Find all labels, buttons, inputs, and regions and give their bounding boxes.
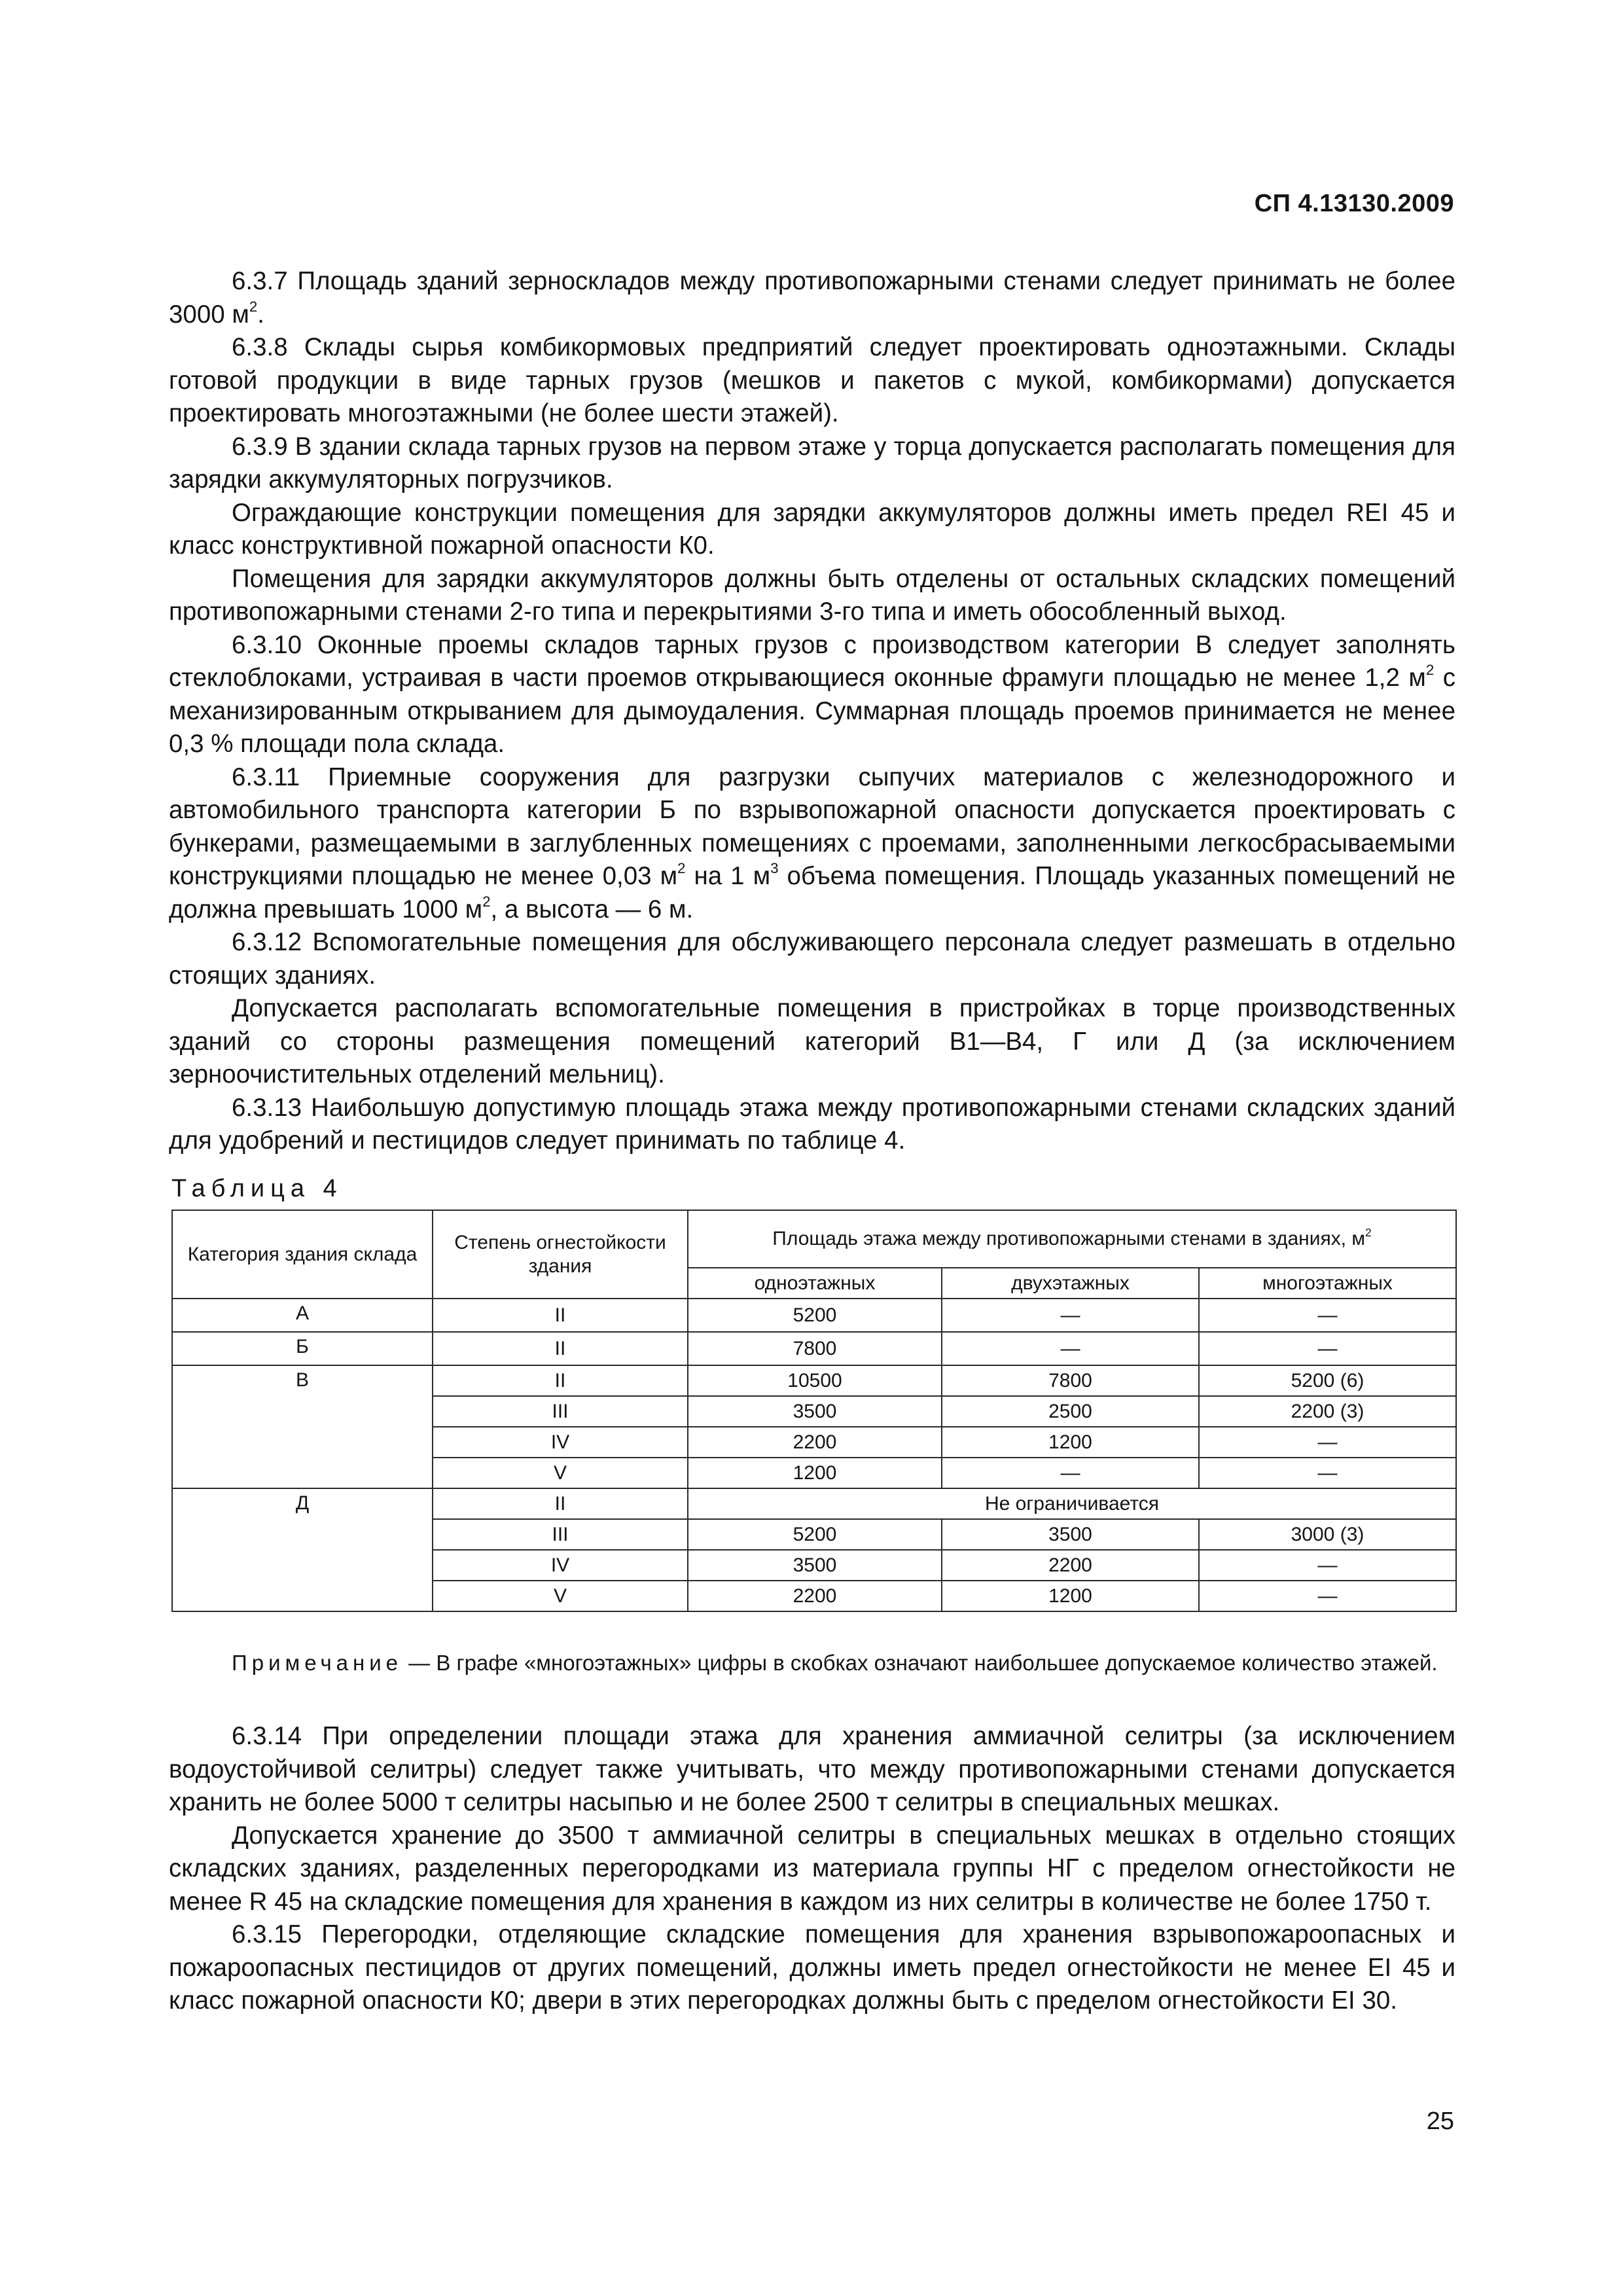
cell-degree: II	[433, 1332, 688, 1365]
table-row	[172, 1488, 1456, 1519]
cell-two-storey: —	[942, 1332, 1199, 1365]
cell-degree: III	[433, 1396, 688, 1427]
table-caption: Таблица 4	[171, 1175, 343, 1202]
cell-multi-storey: —	[1199, 1332, 1456, 1365]
table-row	[172, 1332, 1456, 1365]
header-floor-area: Площадь этажа между противопожарными стенами в зданиях, $м^2$	[688, 1210, 1456, 1268]
cell-one-storey: 2200	[688, 1427, 942, 1458]
cell-category: Д	[172, 1488, 433, 1611]
cell-two-storey: 7800	[942, 1365, 1199, 1396]
cell-one-storey: 2200	[688, 1581, 942, 1611]
header-category: Категория здания склада	[172, 1210, 433, 1299]
cell-degree: IV	[433, 1427, 688, 1458]
cell-degree: II	[433, 1365, 688, 1396]
cell-not-limited: Не ограничивается	[688, 1488, 1456, 1519]
note-text: — В графе «многоэтажных» цифры в скобках означают наибольшее допускаемое количество этажей.	[402, 1651, 1438, 1675]
paragraph-ammonium-nitrate: Допускается хранение до 3500 т аммиачной селитры в специальных мешках в отдельно стоящих складских зданиях, разделенных перегородками из материала группы НГ с пределом огнестойкости не менее R 45 на складские помещения для хранения в каждом из них селитры в количестве не более 1750 т.	[169, 1821, 1455, 1916]
paragraph-6-3-8: 6.3.8 Склады сырья комбикормовых предприятий следует проектировать одноэтажными. Склады готовой продукции в виде тарных грузов (мешков и пакетов с мукой, комбикормами) допускается проектировать многоэтажными (не более шести этажей).	[169, 333, 1455, 427]
cell-degree: IV	[433, 1550, 688, 1581]
table-note	[169, 1648, 1455, 1678]
cell-degree: II	[433, 1299, 688, 1332]
paragraph-6-3-7: 6.3.7 Площадь зданий зерноскладов между противопожарными стенами следует принимать не более 3000 $м^2$.	[169, 267, 1455, 329]
cell-category: А	[172, 1299, 433, 1332]
cell-two-storey: —	[942, 1458, 1199, 1488]
cell-two-storey: 1200	[942, 1581, 1199, 1611]
cell-multi-storey: 2200 (3)	[1199, 1396, 1456, 1427]
table-row	[172, 1365, 1456, 1396]
paragraph-6-3-10: 6.3.10 Оконные проемы складов тарных грузов с производством категории В следует заполнять стеклоблоками, устраивая в части проемов открывающиеся оконные фрамуги площадью не менее 1,2 $м^2$ с механизированным открыванием для дымоудаления. Суммарная площадь проемов принимается не менее 0,3 % площади пола склада.	[169, 630, 1455, 758]
floor-area-table	[171, 1210, 1457, 1612]
paragraph-battery-rooms: Помещения для зарядки аккумуляторов должны быть отделены от остальных складских помещений противопожарными стенами 2-го типа и перекрытиями 3-го типа и иметь обособленный выход.	[169, 564, 1455, 626]
cell-two-storey: —	[942, 1299, 1199, 1332]
paragraph-6-3-13: 6.3.13 Наибольшую допустимую площадь этажа между противопожарными стенами складских зданий для удобрений и пестицидов следует принимать по таблице 4.	[169, 1093, 1455, 1155]
cell-two-storey: 2200	[942, 1550, 1199, 1581]
paragraph-6-3-11: 6.3.11 Приемные сооружения для разгрузки сыпучих материалов с железнодорожного и автомобильного транспорта категории Б по взрывопожарной опасности допускается проектировать с бункерами, размещаемыми в заглубленных помещениях с проемами, заполненными легкосбрасываемыми конструкциями площадью не менее 0,03 $м^2$ на 1 $м^3$ объема помещения. Площадь указанных помещений не должна превышать 1000 $м^2$, а высота — 6 м.	[169, 762, 1455, 924]
header-two-storey: двухэтажных	[942, 1268, 1199, 1299]
note-label: Примечание	[232, 1651, 403, 1675]
cell-one-storey: 5200	[688, 1519, 942, 1550]
cell-one-storey: 1200	[688, 1458, 942, 1488]
cell-two-storey: 3500	[942, 1519, 1199, 1550]
body-text-lower	[169, 1720, 1455, 2018]
cell-multi-storey: —	[1199, 1299, 1456, 1332]
cell-degree: II	[433, 1488, 688, 1519]
cell-one-storey: 7800	[688, 1332, 942, 1365]
cell-degree: III	[433, 1519, 688, 1550]
cell-two-storey: 2500	[942, 1396, 1199, 1427]
cell-one-storey: 3500	[688, 1550, 942, 1581]
cell-category: В	[172, 1365, 433, 1488]
cell-multi-storey: —	[1199, 1550, 1456, 1581]
cell-category: Б	[172, 1332, 433, 1365]
page-number: 25	[1426, 2108, 1454, 2135]
cell-degree: V	[433, 1458, 688, 1488]
cell-one-storey: 3500	[688, 1396, 942, 1427]
table-header-row	[172, 1210, 1456, 1268]
table-row	[172, 1299, 1456, 1332]
paragraph-6-3-12: 6.3.12 Вспомогательные помещения для обслуживающего персонала следует размешать в отдельно стоящих зданиях.	[169, 928, 1455, 990]
cell-multi-storey: —	[1199, 1458, 1456, 1488]
document-code: СП 4.13130.2009	[1254, 190, 1454, 217]
cell-multi-storey: —	[1199, 1427, 1456, 1458]
header-fire-resistance: Степень огнестойкости здания	[433, 1210, 688, 1299]
paragraph-6-3-14: 6.3.14 При определении площади этажа для хранения аммиачной селитры (за исключением водоустойчивой селитры) следует также учитывать, что между противопожарными стенами допускается хранить не более 5000 т селитры насыпью и не более 2500 т селитры в специальных мешках.	[169, 1722, 1455, 1816]
header-multi-storey: многоэтажных	[1199, 1268, 1456, 1299]
cell-multi-storey: —	[1199, 1581, 1456, 1611]
body-text-upper	[169, 265, 1455, 1158]
cell-one-storey: 10500	[688, 1365, 942, 1396]
header-one-storey: одноэтажных	[688, 1268, 942, 1299]
paragraph-6-3-15: 6.3.15 Перегородки, отделяющие складские помещения для хранения взрывопожароопасных и пожароопасных пестицидов от других помещений, должны иметь предел огнестойкости не менее EI 45 и класс пожарной опасности К0; двери в этих перегородках должны быть с пределом огнестойкости EI 30.	[169, 1920, 1455, 2015]
paragraph-auxiliary-premises: Допускается располагать вспомогательные помещения в пристройках в торце производственных зданий со стороны размещения помещений категорий В1—В4, Г или Д (за исключением зерноочистительных отделений мельниц).	[169, 994, 1455, 1088]
cell-multi-storey: 3000 (3)	[1199, 1519, 1456, 1550]
cell-two-storey: 1200	[942, 1427, 1199, 1458]
cell-degree: V	[433, 1581, 688, 1611]
cell-one-storey: 5200	[688, 1299, 942, 1332]
paragraph-enclosing-structures: Ограждающие конструкции помещения для зарядки аккумуляторов должны иметь предел REI 45 и класс конструктивной пожарной опасности К0.	[169, 498, 1455, 560]
paragraph-6-3-9: 6.3.9 В здании склада тарных грузов на первом этаже у торца допускается располагать помещения для зарядки аккумуляторных погрузчиков.	[169, 432, 1455, 493]
cell-multi-storey: 5200 (6)	[1199, 1365, 1456, 1396]
